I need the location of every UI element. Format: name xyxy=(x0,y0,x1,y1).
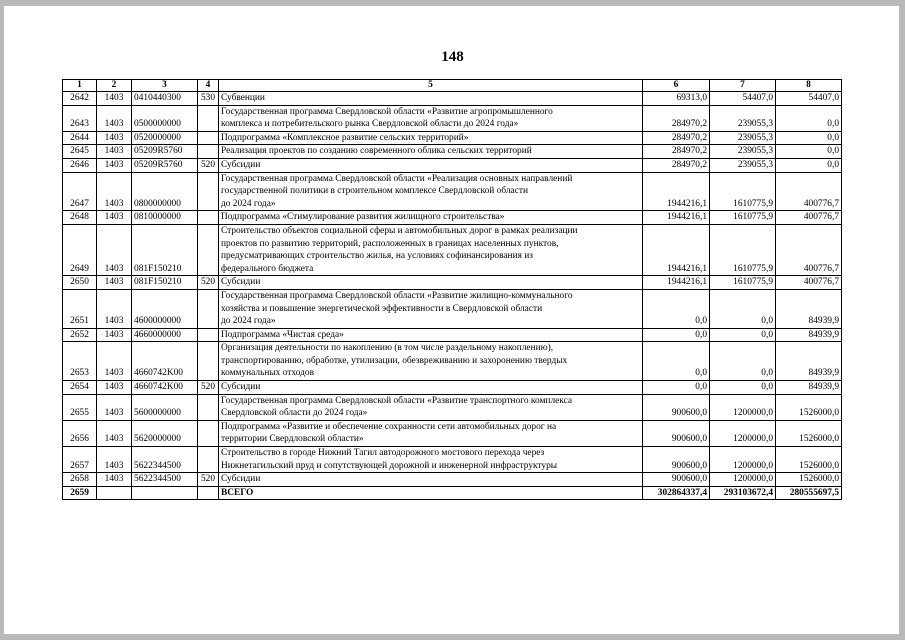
item-name-cell xyxy=(219,145,643,159)
header-col-8: 8 xyxy=(776,80,842,92)
amount-col-6-cell: 900600,0 xyxy=(643,473,710,487)
amount-col-6-cell: 0,0 xyxy=(643,328,710,342)
target-article-cell: 4600000000 xyxy=(132,289,198,328)
item-name-cell xyxy=(219,473,643,487)
item-name-cell xyxy=(219,289,643,328)
item-name-line: Субсидии xyxy=(221,474,261,485)
amount-col-6-cell: 1944216,1 xyxy=(643,211,710,225)
item-name-line: до 2024 года» xyxy=(221,316,276,327)
row-number-cell: 2652 xyxy=(63,328,97,342)
section-code-cell: 1403 xyxy=(97,131,132,145)
amount-col-7-cell: 1200000,0 xyxy=(710,420,776,446)
item-name-line: Реализация проектов по созданию современного облика сельских территорий xyxy=(221,146,532,157)
item-name-line: Подпрограмма «Комплексное развитие сельских территорий» xyxy=(221,132,469,143)
row-number-cell: 2645 xyxy=(63,145,97,159)
item-name-line: Строительство в городе Нижний Тагил автодорожного мостового перехода через xyxy=(221,448,545,459)
amount-col-6-cell: 1944216,1 xyxy=(643,224,710,275)
amount-col-6-cell: 1944216,1 xyxy=(643,276,710,290)
item-name-line: Подпрограмма «Чистая среда» xyxy=(221,329,344,340)
amount-col-8-cell: 1526000,0 xyxy=(776,447,842,473)
amount-col-7-cell: 1610775,9 xyxy=(710,211,776,225)
table-row xyxy=(63,172,842,211)
amount-col-6-cell: 0,0 xyxy=(643,342,710,381)
target-article-cell xyxy=(132,486,198,500)
item-name-line: Государственная программа Свердловской области «Развитие агропромышленного xyxy=(221,106,553,117)
item-name-line: комплекса и потребительского рынка Свердловской области до 2024 года» xyxy=(221,119,519,130)
amount-col-7-cell: 1200000,0 xyxy=(710,394,776,420)
item-name-cell xyxy=(219,172,643,211)
expense-type-cell xyxy=(198,145,219,159)
table-body xyxy=(63,92,842,500)
table-row xyxy=(63,158,842,172)
target-article-cell: 0410440300 xyxy=(132,92,198,106)
item-name-line: хозяйства и повышение энергетической эффективности в Свердловской области xyxy=(221,303,543,314)
row-number-cell: 2654 xyxy=(63,381,97,395)
target-article-cell: 0810000000 xyxy=(132,211,198,225)
item-name-line: Субсидии xyxy=(221,277,261,288)
page-number: 148 xyxy=(441,49,464,65)
section-code-cell: 1403 xyxy=(97,172,132,211)
table-row xyxy=(63,381,842,395)
section-code-cell: 1403 xyxy=(97,342,132,381)
item-name-line: ВСЕГО xyxy=(221,487,254,498)
amount-col-6-cell: 69313,0 xyxy=(643,92,710,106)
target-article-cell: 0520000000 xyxy=(132,131,198,145)
amount-col-8-cell: 84939,9 xyxy=(776,289,842,328)
header-col-1: 1 xyxy=(63,80,97,92)
table-row xyxy=(63,342,842,381)
amount-col-7-cell: 239055,3 xyxy=(710,105,776,131)
table-row xyxy=(63,276,842,290)
amount-col-7-cell: 293103672,4 xyxy=(710,486,776,500)
item-name-line: Государственная программа Свердловской области «Реализация основных направлений xyxy=(221,173,573,184)
amount-col-7-cell: 54407,0 xyxy=(710,92,776,106)
amount-col-7-cell: 1610775,9 xyxy=(710,172,776,211)
amount-col-6-cell: 900600,0 xyxy=(643,420,710,446)
item-name-line: Государственная программа Свердловской области «Развитие жилищно-коммунального xyxy=(221,290,573,301)
item-name-cell xyxy=(219,105,643,131)
amount-col-7-cell: 239055,3 xyxy=(710,145,776,159)
amount-col-6-cell: 284970,2 xyxy=(643,145,710,159)
amount-col-7-cell: 1610775,9 xyxy=(710,276,776,290)
budget-table xyxy=(62,79,842,500)
amount-col-8-cell: 54407,0 xyxy=(776,92,842,106)
item-name-line: проектов по развитию территорий, расположенных в границах населенных пунктов, xyxy=(221,238,559,249)
table-row xyxy=(63,211,842,225)
amount-col-8-cell: 84939,9 xyxy=(776,381,842,395)
amount-col-8-cell: 400776,7 xyxy=(776,224,842,275)
target-article-cell: 081F150210 xyxy=(132,276,198,290)
table-row xyxy=(63,289,842,328)
target-article-cell: 081F150210 xyxy=(132,224,198,275)
expense-type-cell: 520 xyxy=(198,381,219,395)
amount-col-8-cell: 400776,7 xyxy=(776,276,842,290)
section-code-cell: 1403 xyxy=(97,211,132,225)
row-number-cell: 2657 xyxy=(63,447,97,473)
table-row xyxy=(63,447,842,473)
amount-col-7-cell: 1200000,0 xyxy=(710,447,776,473)
row-number-cell: 2647 xyxy=(63,172,97,211)
header-row xyxy=(63,80,842,92)
section-code-cell: 1403 xyxy=(97,276,132,290)
target-article-cell: 0500000000 xyxy=(132,105,198,131)
table-row xyxy=(63,224,842,275)
section-code-cell: 1403 xyxy=(97,158,132,172)
expense-type-cell xyxy=(198,486,219,500)
table-row xyxy=(63,328,842,342)
table-row xyxy=(63,131,842,145)
row-number-cell: 2656 xyxy=(63,420,97,446)
target-article-cell: 5622344500 xyxy=(132,473,198,487)
amount-col-7-cell: 239055,3 xyxy=(710,158,776,172)
row-number-cell: 2644 xyxy=(63,131,97,145)
amount-col-8-cell: 1526000,0 xyxy=(776,394,842,420)
expense-type-cell xyxy=(198,172,219,211)
expense-type-cell xyxy=(198,131,219,145)
item-name-line: Субсидии xyxy=(221,159,261,170)
item-name-cell xyxy=(219,447,643,473)
expense-type-cell xyxy=(198,420,219,446)
amount-col-6-cell: 284970,2 xyxy=(643,131,710,145)
row-number-cell: 2642 xyxy=(63,92,97,106)
item-name-cell xyxy=(219,394,643,420)
item-name-line: Нижнетагильский пруд и сопутствующей дорожной и инженерной инфраструктуры xyxy=(221,460,558,471)
amount-col-8-cell: 400776,7 xyxy=(776,211,842,225)
target-article-cell: 5622344500 xyxy=(132,447,198,473)
amount-col-7-cell: 0,0 xyxy=(710,381,776,395)
row-number-cell: 2658 xyxy=(63,473,97,487)
item-name-cell xyxy=(219,131,643,145)
amount-col-6-cell: 284970,2 xyxy=(643,105,710,131)
amount-col-7-cell: 0,0 xyxy=(710,342,776,381)
item-name-cell xyxy=(219,328,643,342)
target-article-cell: 05209R5760 xyxy=(132,158,198,172)
amount-col-8-cell: 0,0 xyxy=(776,145,842,159)
table-row xyxy=(63,473,842,487)
row-number-cell: 2655 xyxy=(63,394,97,420)
header-col-5: 5 xyxy=(219,80,643,92)
item-name-cell xyxy=(219,381,643,395)
header-col-3: 3 xyxy=(132,80,198,92)
row-number-cell: 2651 xyxy=(63,289,97,328)
section-code-cell: 1403 xyxy=(97,145,132,159)
amount-col-8-cell: 1526000,0 xyxy=(776,473,842,487)
section-code-cell: 1403 xyxy=(97,92,132,106)
item-name-cell xyxy=(219,92,643,106)
section-code-cell: 1403 xyxy=(97,473,132,487)
expense-type-cell xyxy=(198,342,219,381)
item-name-cell xyxy=(219,158,643,172)
expense-type-cell xyxy=(198,211,219,225)
expense-type-cell: 530 xyxy=(198,92,219,106)
amount-col-6-cell: 900600,0 xyxy=(643,447,710,473)
amount-col-8-cell: 280555697,5 xyxy=(776,486,842,500)
item-name-line: Строительство объектов социальной сферы и автомобильных дорог в рамках реализации xyxy=(221,225,578,236)
item-name-cell xyxy=(219,420,643,446)
item-name-line: Организация деятельности по накоплению (в том числе раздельному накоплению), xyxy=(221,343,554,354)
row-number-cell: 2649 xyxy=(63,224,97,275)
amount-col-6-cell: 302864337,4 xyxy=(643,486,710,500)
header-col-6: 6 xyxy=(643,80,710,92)
target-article-cell: 4660000000 xyxy=(132,328,198,342)
amount-col-8-cell: 0,0 xyxy=(776,105,842,131)
table-row xyxy=(63,145,842,159)
expense-type-cell xyxy=(198,105,219,131)
amount-col-8-cell: 0,0 xyxy=(776,131,842,145)
target-article-cell: 4660742K00 xyxy=(132,381,198,395)
header-col-2: 2 xyxy=(97,80,132,92)
target-article-cell: 5620000000 xyxy=(132,420,198,446)
item-name-line: территории Свердловской области» xyxy=(221,434,364,445)
amount-col-7-cell: 1610775,9 xyxy=(710,224,776,275)
target-article-cell: 5600000000 xyxy=(132,394,198,420)
expense-type-cell: 520 xyxy=(198,158,219,172)
expense-type-cell xyxy=(198,328,219,342)
row-number-cell: 2643 xyxy=(63,105,97,131)
table-row xyxy=(63,420,842,446)
item-name-cell xyxy=(219,342,643,381)
item-name-line: Государственная программа Свердловской области «Развитие транспортного комплекса xyxy=(221,395,573,406)
table-row xyxy=(63,92,842,106)
item-name-line: Подпрограмма «Развитие и обеспечение сохранности сети автомобильных дорог на xyxy=(221,421,557,432)
section-code-cell: 1403 xyxy=(97,394,132,420)
section-code-cell: 1403 xyxy=(97,224,132,275)
expense-type-cell: 520 xyxy=(198,473,219,487)
header-col-4: 4 xyxy=(198,80,219,92)
target-article-cell: 0800000000 xyxy=(132,172,198,211)
item-name-line: транспортированию, обработке, утилизации, обезвреживанию и захоронению твердых xyxy=(221,355,568,366)
section-code-cell: 1403 xyxy=(97,420,132,446)
section-code-cell xyxy=(97,486,132,500)
amount-col-7-cell: 1200000,0 xyxy=(710,473,776,487)
amount-col-8-cell: 1526000,0 xyxy=(776,420,842,446)
header-col-7: 7 xyxy=(710,80,776,92)
item-name-line: коммунальных отходов xyxy=(221,368,314,379)
item-name-cell xyxy=(219,224,643,275)
item-name-cell xyxy=(219,276,643,290)
table-row xyxy=(63,105,842,131)
amount-col-6-cell: 900600,0 xyxy=(643,394,710,420)
item-name-line: Субвенции xyxy=(221,93,265,103)
table-row xyxy=(63,394,842,420)
item-name-line: до 2024 года» xyxy=(221,198,276,209)
target-article-cell: 4660742K00 xyxy=(132,342,198,381)
expense-type-cell: 520 xyxy=(198,276,219,290)
expense-type-cell xyxy=(198,447,219,473)
row-number-cell: 2648 xyxy=(63,211,97,225)
target-article-cell: 05209R5760 xyxy=(132,145,198,159)
section-code-cell: 1403 xyxy=(97,328,132,342)
amount-col-8-cell: 84939,9 xyxy=(776,342,842,381)
amount-col-6-cell: 0,0 xyxy=(643,381,710,395)
item-name-line: Свердловской области до 2024 года» xyxy=(221,408,368,419)
amount-col-7-cell: 239055,3 xyxy=(710,131,776,145)
amount-col-6-cell: 1944216,1 xyxy=(643,172,710,211)
section-code-cell: 1403 xyxy=(97,381,132,395)
item-name-line: Подпрограмма «Стимулирование развития жилищного строительства» xyxy=(221,212,505,223)
expense-type-cell xyxy=(198,394,219,420)
expense-type-cell xyxy=(198,224,219,275)
row-number-cell: 2650 xyxy=(63,276,97,290)
section-code-cell: 1403 xyxy=(97,447,132,473)
amount-col-7-cell: 0,0 xyxy=(710,328,776,342)
item-name-cell xyxy=(219,486,643,500)
item-name-line: Субсидии xyxy=(221,382,261,393)
total-row xyxy=(63,486,842,500)
section-code-cell: 1403 xyxy=(97,289,132,328)
item-name-cell xyxy=(219,211,643,225)
amount-col-8-cell: 400776,7 xyxy=(776,172,842,211)
amount-col-6-cell: 0,0 xyxy=(643,289,710,328)
amount-col-6-cell: 284970,2 xyxy=(643,158,710,172)
row-number-cell: 2653 xyxy=(63,342,97,381)
item-name-line: предусматривающих строительство жилья, на условиях софинансирования из xyxy=(221,251,533,262)
item-name-line: государственной политики в строительном комплексе Свердловской области xyxy=(221,186,528,197)
amount-col-8-cell: 84939,9 xyxy=(776,328,842,342)
expense-type-cell xyxy=(198,289,219,328)
amount-col-8-cell: 0,0 xyxy=(776,158,842,172)
item-name-line: федерального бюджета xyxy=(221,263,314,274)
section-code-cell: 1403 xyxy=(97,105,132,131)
amount-col-7-cell: 0,0 xyxy=(710,289,776,328)
row-number-cell: 2646 xyxy=(63,158,97,172)
row-number-cell: 2659 xyxy=(63,486,97,500)
